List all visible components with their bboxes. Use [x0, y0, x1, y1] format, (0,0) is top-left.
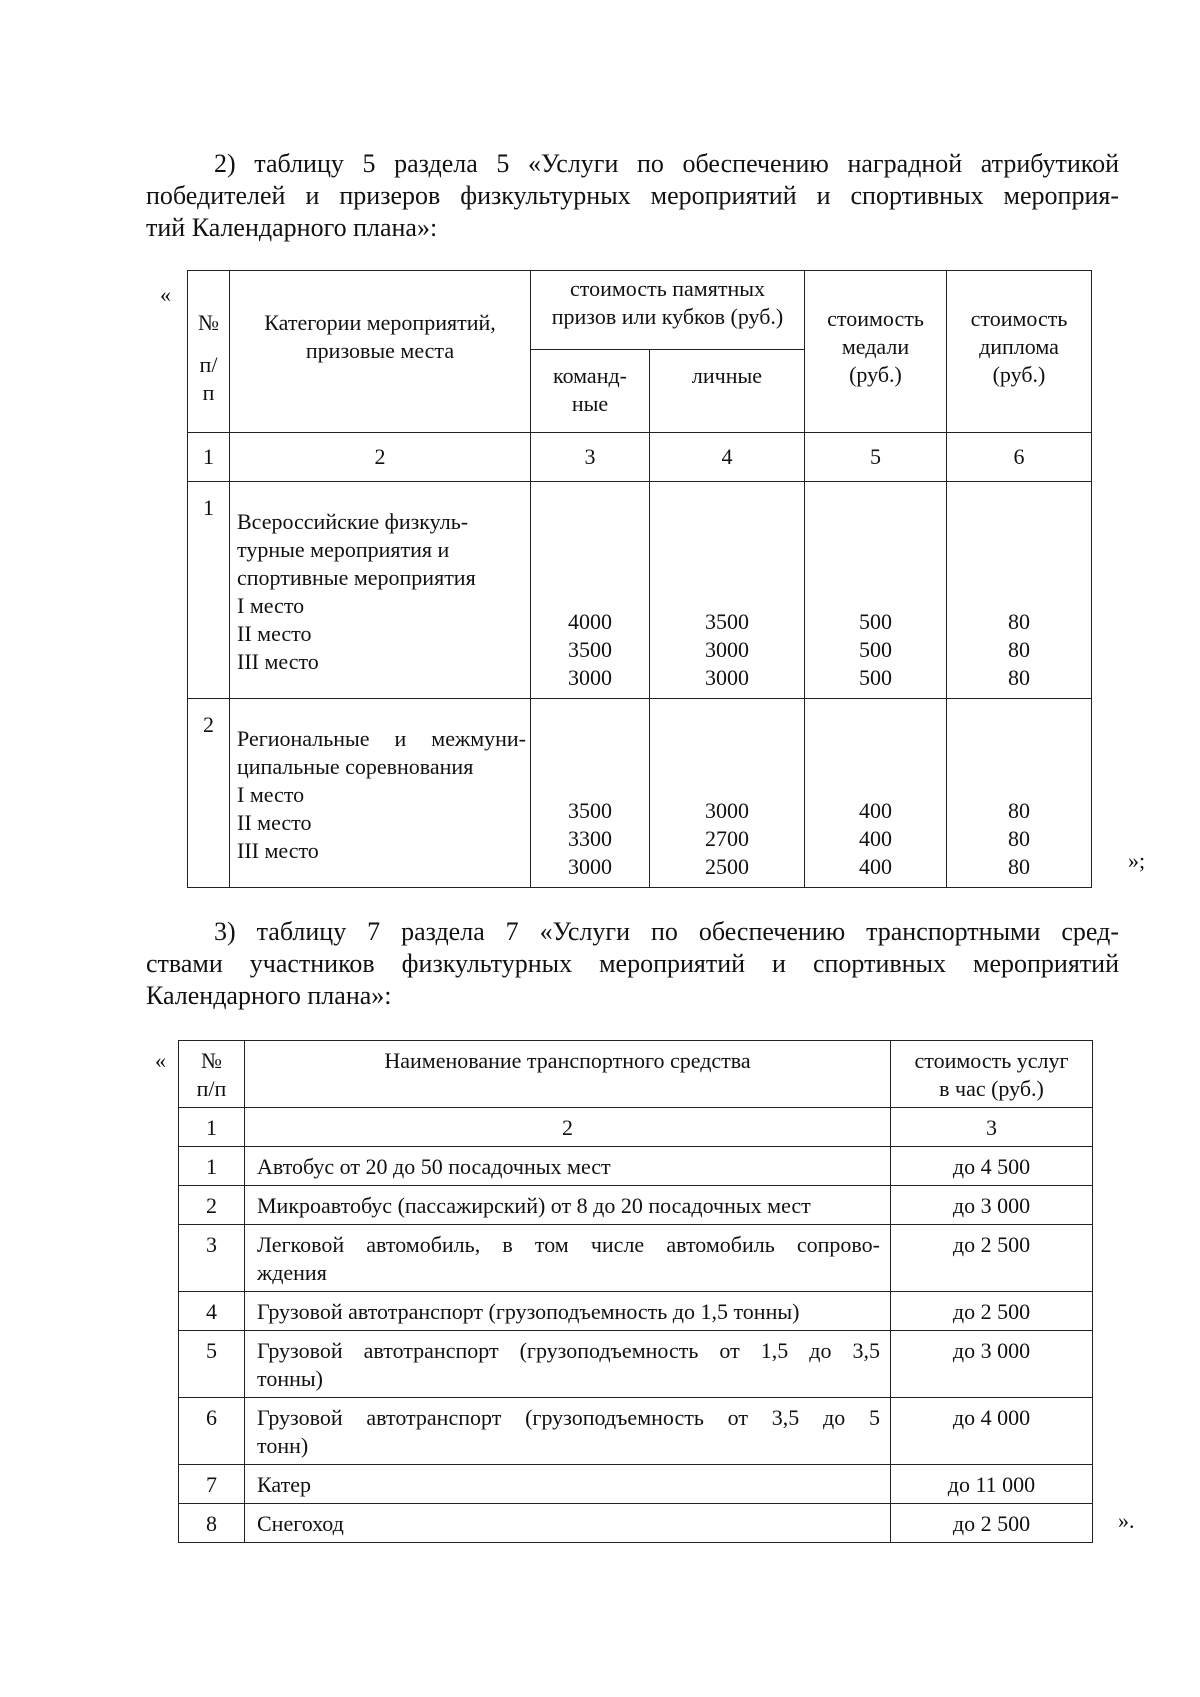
value: 3300	[568, 826, 612, 851]
header-medal-line: стоимость	[827, 305, 924, 331]
header-diploma-line: диплома	[979, 333, 1059, 359]
header-medal	[805, 271, 947, 433]
value: 400	[859, 854, 892, 879]
header-prizes-label: стоимость памятных призов или кубков (руб.)	[551, 276, 784, 329]
table-row	[188, 482, 1092, 699]
row-name	[245, 1147, 891, 1186]
row-cost: до 4 000	[891, 1398, 1093, 1465]
row-personal-values	[650, 482, 805, 699]
value: 80	[1008, 798, 1030, 823]
table-row	[179, 1465, 1093, 1504]
header-category-label: Категории мероприятий, призовые места	[264, 310, 496, 363]
table-row	[179, 1186, 1093, 1225]
row-name	[245, 1504, 891, 1543]
row-cost: до 4 500	[891, 1147, 1093, 1186]
table-row	[179, 1225, 1093, 1292]
header-prizes	[531, 271, 805, 350]
header-diploma	[947, 271, 1092, 433]
row-team-values	[531, 699, 650, 888]
value: 3000	[705, 665, 749, 690]
row-name-line: Грузовой автотранспорт (грузоподъемность до 1,5 тонны)	[257, 1299, 800, 1324]
row-num: 2	[179, 1186, 245, 1225]
header-team	[531, 350, 650, 433]
value: 400	[859, 798, 892, 823]
value: 4000	[568, 609, 612, 634]
header-num-line: п/п	[196, 1076, 227, 1101]
row-name	[245, 1292, 891, 1331]
row-place-line: I место	[237, 593, 305, 618]
value: 80	[1008, 609, 1030, 634]
table2-close-quote: ».	[1118, 1508, 1135, 1533]
table-row	[179, 1504, 1093, 1543]
row-category	[230, 699, 531, 888]
paragraph-line: тий Календарного плана»:	[146, 213, 438, 242]
value: 3000	[568, 854, 612, 879]
row-place-line: II место	[237, 810, 312, 835]
row-medal-values	[805, 482, 947, 699]
row-name-line: Снегоход	[257, 1511, 344, 1536]
row-name	[245, 1465, 891, 1504]
row-diploma-values	[947, 699, 1092, 888]
colnum-cell: 5	[805, 433, 947, 482]
row-name-line: тонны)	[257, 1366, 323, 1391]
row-name-line: Катер	[257, 1472, 311, 1497]
colnum-cell: 1	[179, 1108, 245, 1147]
row-cost: до 11 000	[891, 1465, 1093, 1504]
row-num: 4	[179, 1292, 245, 1331]
table-row	[188, 699, 1092, 888]
value: 80	[1008, 637, 1030, 662]
header-num	[188, 271, 230, 433]
row-name-line: Грузовой автотранспорт (грузоподъемность от 3,5 до 5	[257, 1405, 880, 1430]
table-row	[179, 1292, 1093, 1331]
row-cost: до 3 000	[891, 1186, 1093, 1225]
header-num	[179, 1041, 245, 1108]
row-cost: до 2 500	[891, 1504, 1093, 1543]
header-personal-label: личные	[691, 363, 763, 388]
row-name-line: тонн)	[257, 1433, 309, 1458]
header-team-line: ные	[571, 391, 609, 416]
row-place-line: III место	[237, 838, 319, 863]
header-medal-line: медали	[841, 333, 910, 359]
row-name-line: Грузовой автотранспорт (грузоподъемность от 1,5 до 3,5	[257, 1338, 880, 1363]
value: 3500	[568, 798, 612, 823]
row-name	[245, 1225, 891, 1292]
value: 80	[1008, 826, 1030, 851]
paragraph-line: ствами участников физкультурных мероприятий и спортивных мероприятий	[146, 949, 1119, 978]
paragraph-table5-intro	[146, 148, 1119, 244]
colnum-cell: 3	[891, 1108, 1093, 1147]
table1-open-quote: «	[160, 282, 171, 307]
row-name	[245, 1398, 891, 1465]
header-team-line: команд-	[553, 363, 627, 388]
row-name	[245, 1186, 891, 1225]
colnum-cell: 2	[245, 1108, 891, 1147]
row-name-line: Микроавтобус (пассажирский) от 8 до 20 посадочных мест	[257, 1193, 811, 1218]
row-num: 5	[179, 1331, 245, 1398]
row-category	[230, 482, 531, 699]
header-name-label: Наименование транспортного средства	[384, 1048, 751, 1073]
header-num-line: №	[201, 1048, 222, 1073]
table-row	[179, 1147, 1093, 1186]
header-cost-line: в час (руб.)	[939, 1076, 1044, 1101]
value: 3000	[705, 798, 749, 823]
value: 3000	[568, 665, 612, 690]
value: 500	[859, 609, 892, 634]
table-row	[179, 1398, 1093, 1465]
value: 500	[859, 665, 892, 690]
row-num: 1	[188, 482, 230, 699]
paragraph-line: 2) таблицу 5 раздела 5 «Услуги по обеспечению наградной атрибутикой	[214, 149, 1119, 178]
row-title-line: Всероссийские физкуль-	[237, 509, 469, 534]
row-cost: до 2 500	[891, 1225, 1093, 1292]
header-cost	[891, 1041, 1093, 1108]
row-place-line: III место	[237, 649, 319, 674]
row-title-line: турные мероприятия и	[237, 537, 450, 562]
paragraph-line: победителей и призеров физкультурных мероприятий и спортивных мероприя-	[146, 181, 1119, 210]
value: 3500	[705, 609, 749, 634]
value: 3000	[705, 637, 749, 662]
value: 2500	[705, 854, 749, 879]
row-place-line: II место	[237, 621, 312, 646]
row-personal-values	[650, 699, 805, 888]
table1-close-quote: »;	[1128, 848, 1146, 873]
header-personal	[650, 350, 805, 433]
row-num: 6	[179, 1398, 245, 1465]
table2-open-quote: «	[155, 1048, 166, 1073]
row-medal-values	[805, 699, 947, 888]
row-num: 2	[188, 699, 230, 888]
header-category	[230, 271, 531, 433]
row-title-line: спортивные мероприятия	[237, 565, 476, 590]
row-title-line: Региональные и межмуни-	[237, 726, 526, 751]
row-name	[245, 1331, 891, 1398]
header-name	[245, 1041, 891, 1108]
value: 3500	[568, 637, 612, 662]
awards-cost-table	[187, 270, 1092, 888]
header-num-line: №	[198, 310, 219, 335]
row-place-line: I место	[237, 782, 305, 807]
row-num: 7	[179, 1465, 245, 1504]
row-diploma-values	[947, 482, 1092, 699]
colnum-cell: 2	[230, 433, 531, 482]
header-diploma-line: (руб.)	[992, 361, 1046, 387]
header-medal-line: (руб.)	[849, 361, 902, 387]
value: 80	[1008, 665, 1030, 690]
colnum-cell: 3	[531, 433, 650, 482]
value: 2700	[705, 826, 749, 851]
paragraph-table7-intro	[146, 916, 1119, 1012]
paragraph-line: Календарного плана»:	[146, 981, 392, 1010]
row-cost: до 2 500	[891, 1292, 1093, 1331]
row-name-line: Легковой автомобиль, в том числе автомобиль сопрово-	[257, 1232, 880, 1257]
header-num-line: п	[202, 380, 215, 405]
row-name-line: Автобус от 20 до 50 посадочных мест	[257, 1154, 611, 1179]
header-cost-line: стоимость услуг	[914, 1048, 1069, 1073]
row-num: 3	[179, 1225, 245, 1292]
value: 400	[859, 826, 892, 851]
transport-cost-table	[178, 1040, 1093, 1543]
colnum-cell: 1	[188, 433, 230, 482]
header-num-line: п/	[199, 352, 218, 377]
row-cost: до 3 000	[891, 1331, 1093, 1398]
colnum-cell: 4	[650, 433, 805, 482]
header-diploma-line: стоимость	[970, 305, 1068, 331]
value: 500	[859, 637, 892, 662]
row-num: 8	[179, 1504, 245, 1543]
row-name-line: ждения	[257, 1260, 327, 1285]
value: 80	[1008, 854, 1030, 879]
row-num: 1	[179, 1147, 245, 1186]
paragraph-line: 3) таблицу 7 раздела 7 «Услуги по обеспечению транспортными сред-	[214, 917, 1119, 946]
colnum-cell: 6	[947, 433, 1092, 482]
row-team-values	[531, 482, 650, 699]
table-row	[179, 1331, 1093, 1398]
row-title-line: ципальные соревнования	[237, 754, 474, 779]
